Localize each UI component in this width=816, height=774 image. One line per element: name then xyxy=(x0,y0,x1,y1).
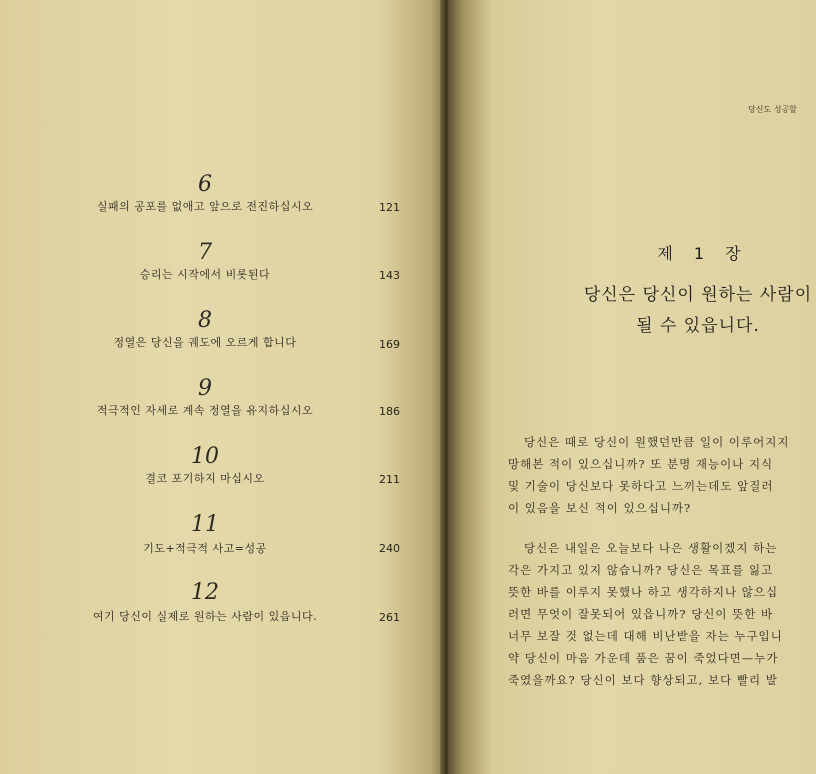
body-text-line: 이 있음을 보신 적이 있으십니까? xyxy=(508,501,692,515)
body-text-line: 죽였을까요? 당신이 보다 향상되고, 보다 빨리 발 xyxy=(508,673,778,687)
toc-page-number: 261 xyxy=(379,611,400,624)
toc-chapter-number: 7 xyxy=(198,240,212,265)
toc-chapter-title: 실패의 공포를 없애고 앞으로 전진하십시오 xyxy=(96,200,314,213)
toc-chapter-number: 11 xyxy=(191,512,219,537)
body-text-line: 당신은 내일은 오늘보다 나은 생활이겠지 하는 xyxy=(524,541,778,555)
toc-page-number: 240 xyxy=(379,542,400,555)
toc-page-number: 143 xyxy=(379,269,400,282)
toc-page-number: 169 xyxy=(379,338,400,351)
toc-page-number: 121 xyxy=(379,201,400,214)
toc-chapter-title: 정열은 당신을 궤도에 오르게 합니다 xyxy=(113,336,297,349)
chapter-title-line: 당신은 당신이 원하는 사람이 xyxy=(583,285,813,305)
body-text-line: 각은 가지고 있지 않습니까? 당신은 목표를 잃고 xyxy=(508,563,774,577)
toc-chapter-title: 승리는 시작에서 비롯된다 xyxy=(139,268,271,281)
body-text-line: 뜻한 바를 이루지 못했나 하고 생각하지나 않으십 xyxy=(508,585,779,599)
toc-chapter-number: 9 xyxy=(198,376,212,401)
toc-chapter-title: 여기 당신이 실제로 원하는 사람이 있읍니다. xyxy=(92,610,318,623)
body-text-line: 망해본 적이 있으십니까? 또 분명 재능이나 지식 xyxy=(508,457,774,471)
body-text-line: 약 당신이 마음 가운데 품은 꿈이 죽었다면—누가 xyxy=(508,651,779,665)
body-text-line: 러면 무엇이 잘못되어 있읍니까? 당신이 뜻한 바 xyxy=(508,607,774,621)
toc-chapter-number: 10 xyxy=(191,444,219,469)
toc-page-number: 211 xyxy=(379,473,400,486)
toc-chapter-title: 적극적인 자세로 계속 정열을 유지하십시오 xyxy=(96,404,314,417)
toc-chapter-number: 6 xyxy=(198,172,212,197)
toc-chapter-number: 8 xyxy=(198,308,212,333)
body-text-line: 및 기술이 당신보다 못하다고 느끼는데도 앞질러 xyxy=(508,479,774,493)
running-head: 당신도 성공할 xyxy=(748,105,797,114)
chapter-title-line: 될 수 있읍니다. xyxy=(636,316,760,336)
chapter-label: 제 1 장 xyxy=(657,244,749,263)
toc-chapter-number: 12 xyxy=(191,580,219,605)
toc-chapter-title: 결코 포기하지 마십시오 xyxy=(145,472,265,485)
body-text-line: 당신은 때로 당신이 원했던만큼 일이 이루어지지 xyxy=(524,435,790,449)
right-page xyxy=(448,0,816,774)
chapter-title xyxy=(528,280,816,342)
toc-page-number: 186 xyxy=(379,405,400,418)
toc-chapter-title: 기도+적극적 사고=성공 xyxy=(143,542,267,555)
body-text-line: 너무 보잘 것 없는데 대해 비난받을 자는 누구입니 xyxy=(508,629,783,643)
